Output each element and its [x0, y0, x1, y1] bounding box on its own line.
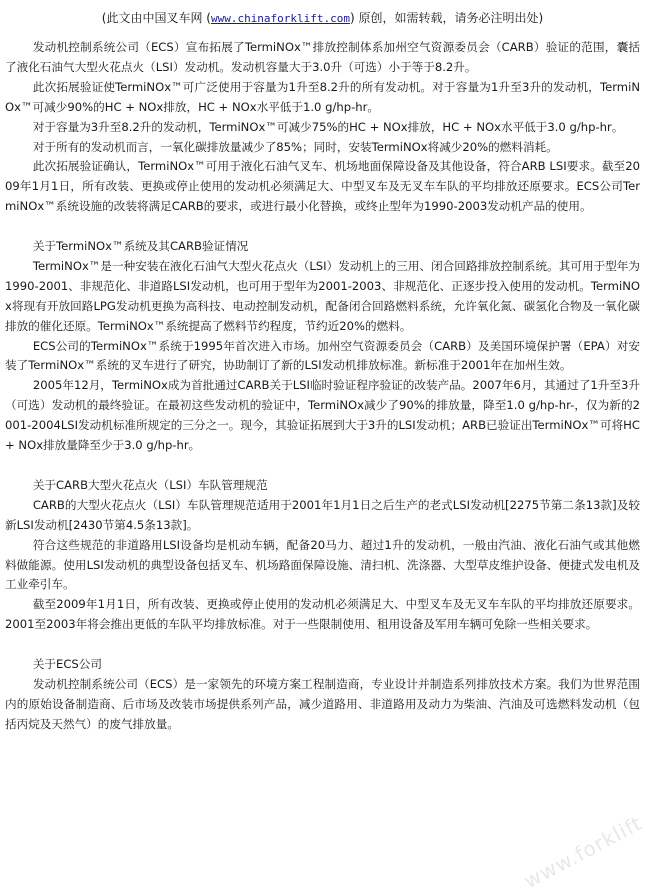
- carb-lsi-section: [5, 476, 640, 635]
- paragraph: ECS公司的TermiNOx™系统于1995年首次进入市场。加州空气资源委员会（CARB）及美国环境保护署（EPA）对安装了TermiNOx™系统的叉车进行了研究，协助制订了新的LSI发动机排放标准。新标准于2001年在加州生效。: [5, 338, 640, 373]
- paragraph: 对于所有的发动机而言，一氧化碳排放量减少了85%；同时，安装TermiNOx将减少20%的燃料消耗。: [32, 139, 558, 154]
- paragraph: 此次拓展验证使TermiNOx™可广泛使用于容量为1升至8.2升的所有发动机。对于容量为1升至3升的发动机，TermiNOx™可减少90%的HC + NOx排放，HC + NOx水平低于1.0 g/hp-hr。: [5, 79, 640, 114]
- section-divider: [5, 217, 640, 237]
- paragraph: 符合这些规范的非道路用LSI设备均是机动车辆，配备20马力、超过1升的发动机，一般由汽油、液化石油气或其他燃料做能源。使用LSI发动机的典型设备包括叉车、机场路面保障设施、清扫机、洗涤器、大型草皮维护设备、便捷式发电机及工业牵引车。: [5, 537, 640, 592]
- section-heading: 关于ECS公司: [32, 657, 102, 672]
- source-notice-prefix: (此文由中国叉车网 (: [101, 11, 211, 25]
- source-link[interactable]: www.chinaforklift.com: [210, 12, 351, 25]
- section-heading: 关于CARB大型火花点火（LSI）车队管理规范: [32, 477, 268, 492]
- about-ecs-section: [5, 655, 640, 735]
- paragraph: 对于容量为3升至8.2升的发动机，TermiNOx™可减少75%的HC + NOx排放，HC + NOx水平低于3.0 g/hp-hr。: [32, 119, 624, 134]
- source-notice: [5, 8, 640, 29]
- site-watermark: www.forklift: [519, 810, 646, 893]
- paragraph: 发动机控制系统公司（ECS）宣布拓展了TermiNOx™排放控制体系加州空气资源委员会（CARB）验证的范围，囊括了液化石油气大型火花点火（LSI）发动机。发动机容量大于3.0升（可选）小于等于8.2升。: [5, 40, 640, 74]
- paragraph: TermiNOx™是一种安装在液化石油气大型火花点火（LSI）发动机上的三用、闭合回路排放控制系统。其可用于型年为1990-2001、非规范化、非道路LSI发动机，也可用于型年为2001-2003、非规范化、正逐步投入使用的发动机。TermiNOx将现有开放回路LPG发动机更换为高科技、电动控制发动机，配备闭合回路燃料系统，允许氧化氮、碳氢化合物及一氧化碳排放的催化还原。TermiNOx™系统提高了燃料节约程度，节约近20%的燃料。: [5, 258, 640, 333]
- section-divider: [5, 456, 640, 476]
- paragraph: 发动机控制系统公司（ECS）是一家领先的环境方案工程制造商，专业设计并制造系列排放技术方案。我们为世界范围内的原始设备制造商、后市场及改装市场提供系列产品，减少道路用、非道路用及动力为柴油、汽油及可选燃料发动机（包括丙烷及天然气）的废气排放量。: [5, 676, 640, 731]
- intro-section: [5, 38, 640, 217]
- paragraph: 2005年12月，TermiNOx成为首批通过CARB关于LSI临时验证程序验证的改装产品。2007年6月，其通过了1升至3升（可选）发动机的最终验证。在最初这些发动机的验证中，TermiNOx减少了90%的排放量，降至1.0 g/hp-hr-，仅为新的2001-2004LSI发动机标准所规定的三分之一。现今，其验证拓展到大于3升的LSI发动机；ARB已验证出TermiNOx™可将HC + NOx排放量降至少于3.0 g/hp-hr。: [5, 378, 640, 453]
- paragraph: CARB的大型火花点火（LSI）车队管理规范适用于2001年1月1日之后生产的老式LSI发动机[2275节第二条13款]及较新LSI发动机[2430节第4.5条13款]。: [5, 497, 640, 532]
- paragraph: 此次拓展验证确认，TermiNOx™可用于液化石油气叉车、机场地面保障设备及其他设备，符合ARB LSI要求。截至2009年1月1日，所有改装、更换或停止使用的发动机必须满足大、中型叉车及无叉车车队的平均排放还原要求。ECS公司TermiNOx™系统设施的改装将满足CARB的要求，或进行最小化替换，或终止型年为1990-2003发动机产品的使用。: [5, 159, 640, 214]
- source-notice-suffix: ) 原创，如需转载，请务必注明出处): [350, 11, 544, 25]
- paragraph: 截至2009年1月1日，所有改装、更换或停止使用的发动机必须满足大、中型叉车及无叉车车队的平均排放还原要求。2001至2003年将会推出更低的车队平均排放标准。对于一些限制使用、租用设备及军用车辆可免除一些相关要求。: [5, 597, 640, 632]
- terminox-section: [5, 237, 640, 456]
- section-heading: 关于TermiNOx™系统及其CARB验证情况: [32, 239, 249, 254]
- section-divider: [5, 635, 640, 655]
